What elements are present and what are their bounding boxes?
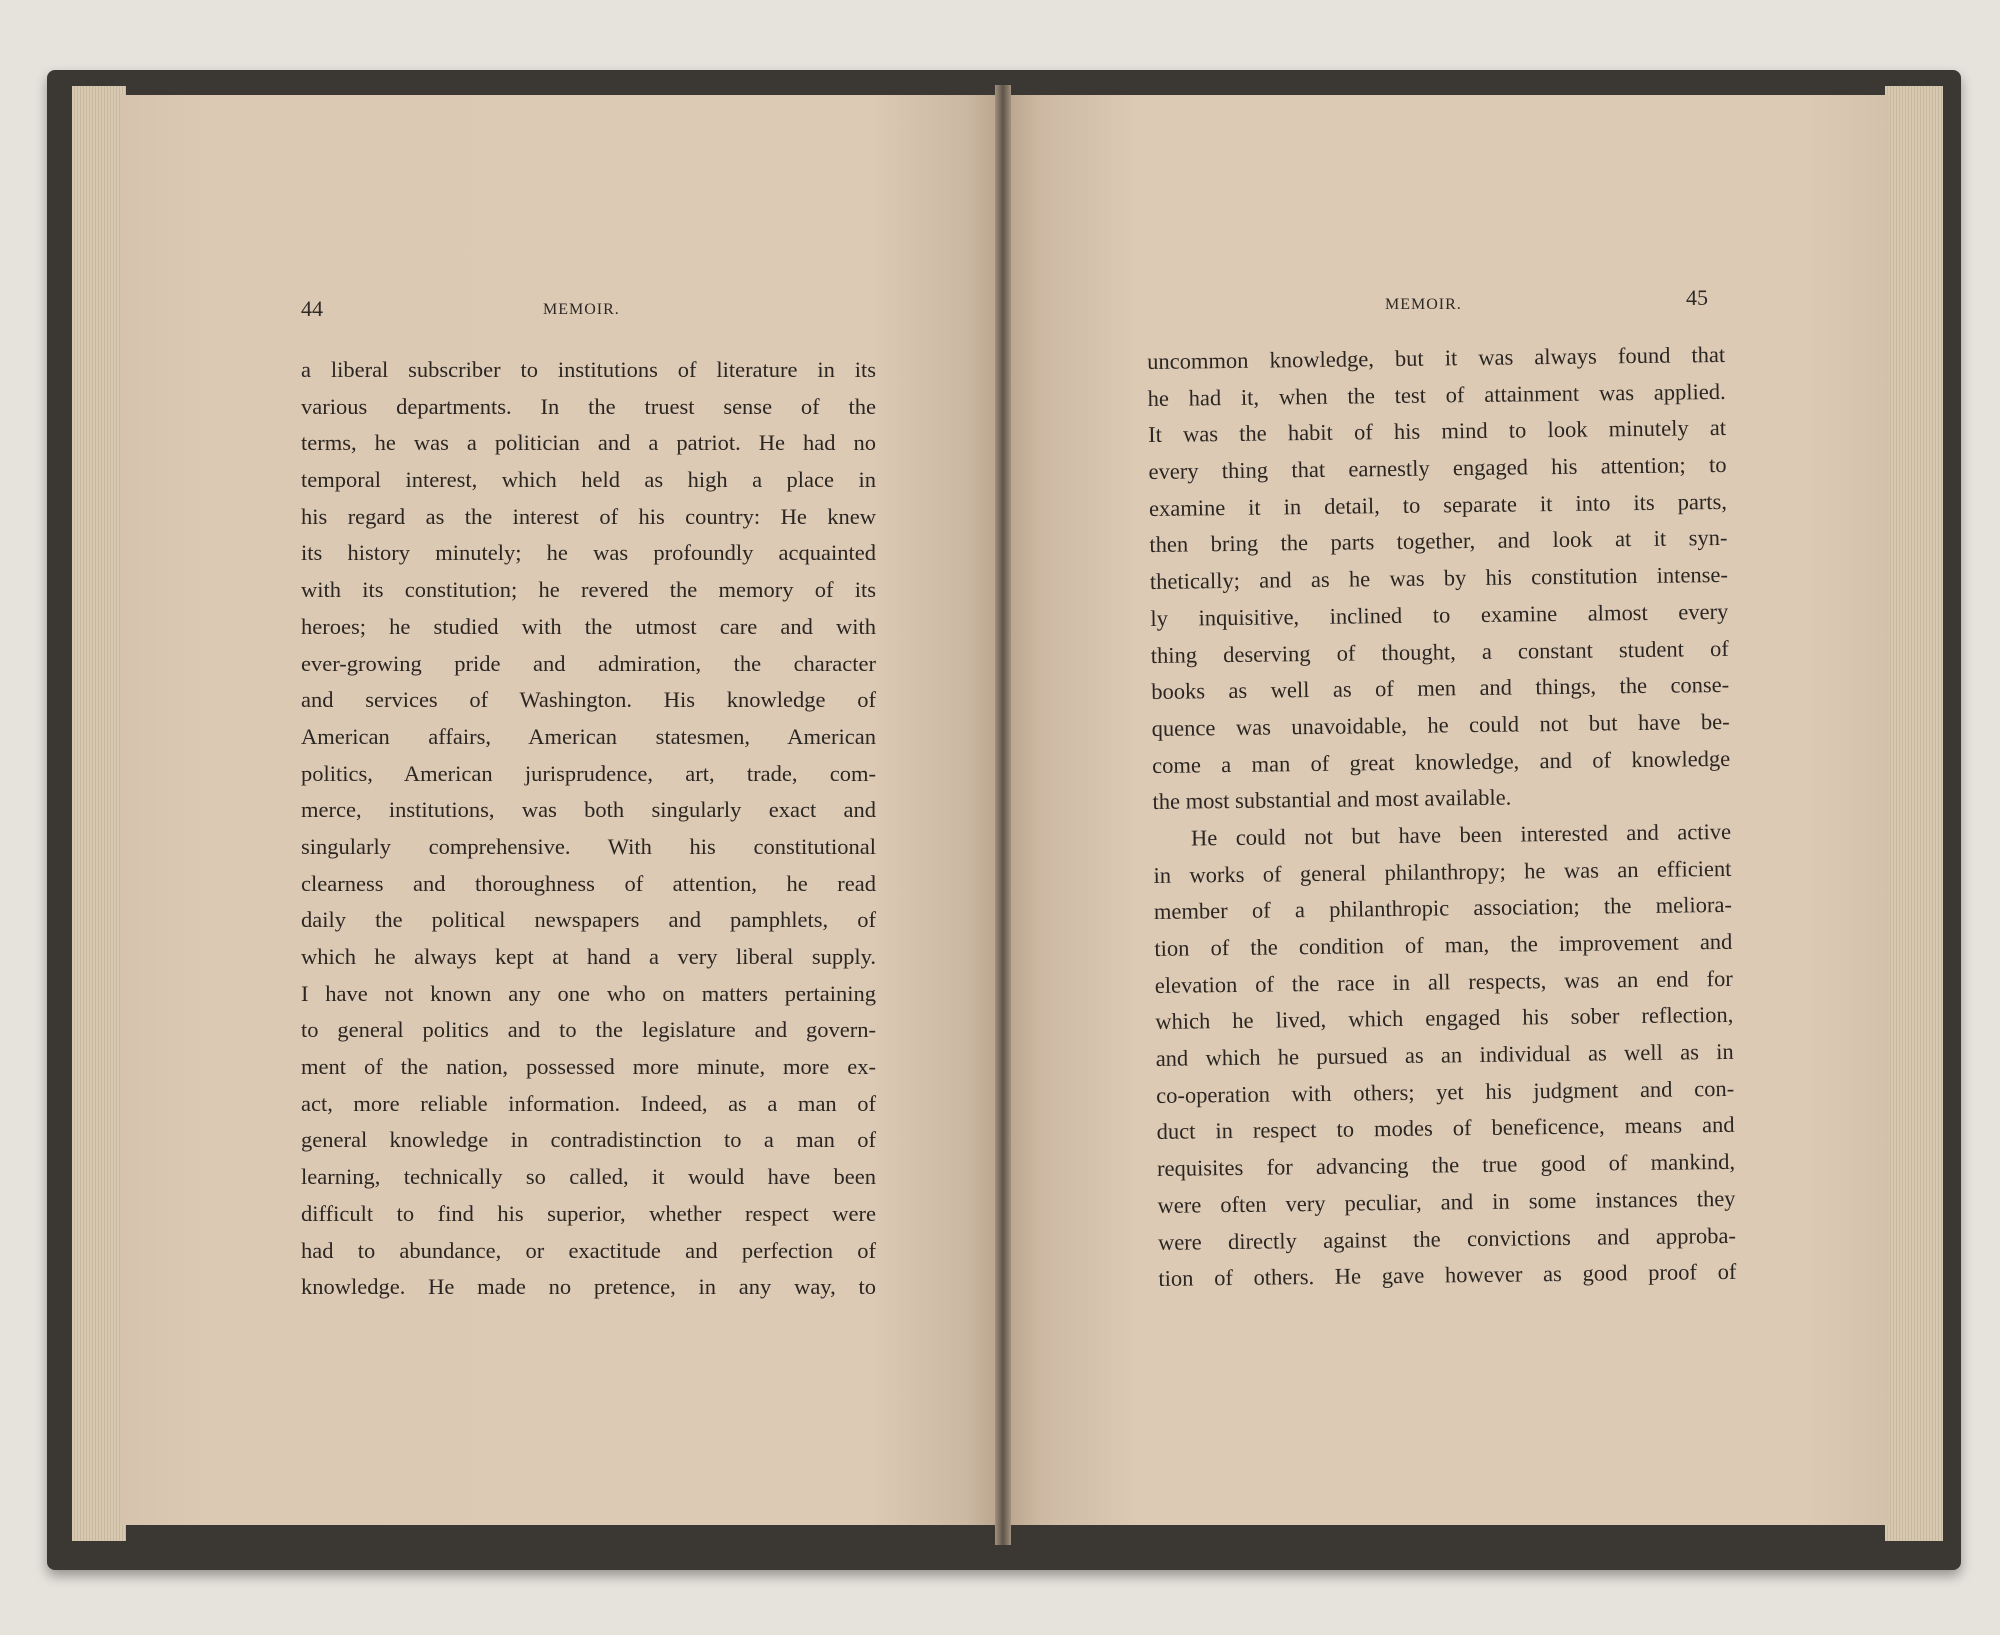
- body-line: which he lived, which engaged his sober reflection,: [1155, 1002, 1734, 1035]
- body-line: member of a philanthropic association; the meliora-: [1153, 892, 1733, 925]
- body-line: a liberal subscriber to institutions of literature in its: [301, 357, 876, 382]
- body-line: thing deserving of thought, a constant student of: [1150, 635, 1729, 668]
- body-line: duct in respect to modes of beneficence, means and: [1156, 1112, 1735, 1145]
- body-line: general knowledge in contradistinction to a man of: [301, 1127, 876, 1153]
- body-line: various departments. In the truest sense of the: [301, 393, 876, 419]
- body-line: he had it, when the test of attainment was applied.: [1147, 378, 1726, 411]
- body-line: tion of others. He gave however as good proof of: [1158, 1259, 1737, 1292]
- body-line: were often very peculiar, and in some instances they: [1157, 1185, 1736, 1218]
- body-line: ly inquisitive, inclined to examine almost every: [1150, 598, 1729, 631]
- body-line: It was the habit of his mind to look minutely at: [1147, 415, 1727, 448]
- body-line: daily the political newspapers and pamphlets, of: [301, 907, 876, 933]
- body-line: were directly against the convictions and approba-: [1157, 1222, 1737, 1255]
- body-line: ever-growing pride and admiration, the character: [301, 650, 876, 676]
- body-line: singularly comprehensive. With his constitutional: [301, 833, 876, 859]
- body-line: elevation of the race in all respects, was an end for: [1154, 965, 1733, 998]
- body-line: and services of Washington. His knowledge of: [301, 687, 876, 713]
- body-line: every thing that earnestly engaged his attention; to: [1148, 451, 1727, 485]
- body-line: temporal interest, which held as high a place in: [301, 467, 876, 493]
- right-page-edges: [1885, 86, 1943, 1541]
- body-line: examine it in detail, to separate it into its parts,: [1148, 488, 1728, 521]
- left-page-edges: [72, 86, 126, 1541]
- body-line: ment of the nation, possessed more minute, more ex-: [301, 1054, 876, 1080]
- body-line: American affairs, American statesmen, American: [301, 723, 876, 749]
- body-line: heroes; he studied with the utmost care and with: [301, 613, 876, 639]
- book-gutter: [995, 85, 1011, 1545]
- body-line: requisites for advancing the true good of mankind,: [1156, 1149, 1736, 1182]
- body-line: learning, technically so called, it would have been: [301, 1164, 876, 1190]
- body-line: merce, institutions, was both singularly exact and: [301, 797, 876, 823]
- body-line: uncommon knowledge, but it was always found that: [1147, 341, 1726, 374]
- body-line: quence was unavoidable, he could not but have be-: [1151, 708, 1730, 741]
- right-page-body: [1147, 337, 1737, 1298]
- body-line: then bring the parts together, and look at it syn-: [1149, 525, 1728, 558]
- body-line: his regard as the interest of his country: He knew: [301, 503, 876, 529]
- left-page-header: MEMOIR.: [543, 301, 620, 318]
- body-line: its history minutely; he was profoundly acquainted: [301, 540, 876, 566]
- body-line: had to abundance, or exactitude and perfection of: [301, 1237, 876, 1263]
- paragraph-start-line: He could not but have been interested and active: [1190, 818, 1732, 851]
- body-line: books as well as of men and things, the conse-: [1151, 672, 1730, 705]
- body-line: clearness and thoroughness of attention, he read: [301, 870, 876, 896]
- body-line: I have not known any one who on matters pertaining: [301, 980, 876, 1006]
- body-line: politics, American jurisprudence, art, trade, com-: [301, 760, 876, 786]
- body-line: act, more reliable information. Indeed, as a man of: [301, 1090, 876, 1116]
- body-line: knowledge. He made no pretence, in any way, to: [301, 1274, 876, 1300]
- body-line: difficult to find his superior, whether respect were: [301, 1200, 876, 1226]
- body-line: in works of general philanthropy; he was an efficient: [1153, 855, 1732, 888]
- body-line: which he always kept at hand a very liberal supply.: [301, 944, 876, 969]
- body-line: and which he pursued as an individual as well as in: [1155, 1038, 1734, 1072]
- right-page-number: 45: [1686, 285, 1708, 310]
- body-line: tion of the condition of man, the improvement and: [1154, 928, 1733, 961]
- right-page-header: MEMOIR.: [1385, 296, 1462, 313]
- paragraph-end-line: the most substantial and most available.: [1152, 784, 1512, 815]
- body-line: terms, he was a politician and a patriot. He had no: [301, 430, 876, 456]
- left-page-body: [301, 352, 876, 1306]
- body-line: come a man of great knowledge, and of knowledge: [1151, 745, 1731, 778]
- body-line: co-operation with others; yet his judgment and con-: [1156, 1075, 1735, 1108]
- body-line: with its constitution; he revered the memory of its: [301, 577, 876, 603]
- left-page-number: 44: [301, 296, 323, 321]
- body-line: thetically; and as he was by his constitution intense-: [1149, 562, 1729, 595]
- body-line: to general politics and to the legislature and govern-: [301, 1017, 876, 1043]
